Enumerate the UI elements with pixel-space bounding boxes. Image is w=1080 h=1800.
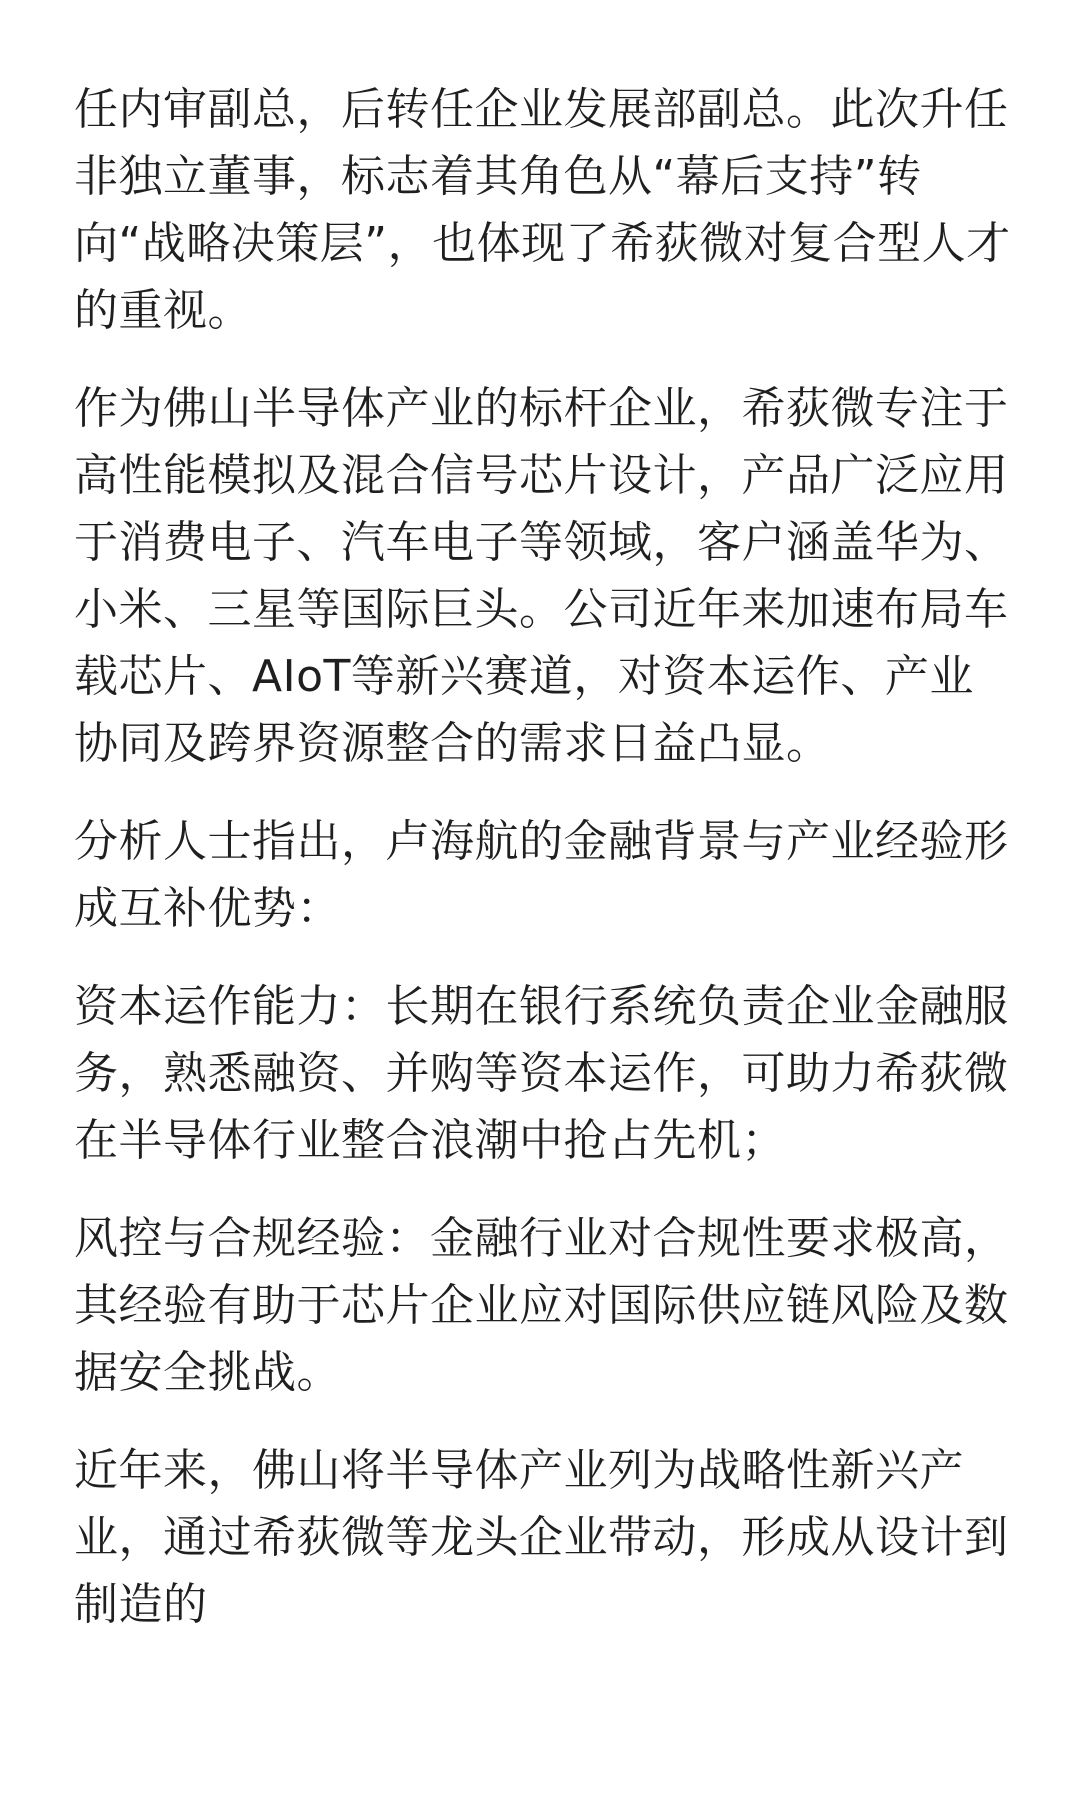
paragraph-role-change: 任内审副总，后转任企业发展部副总。此次升任非独立董事，标志着其角色从“幕后支持”转向“战略决策层”，也体现了希荻微对复合型人才的重视。 [74,84,1011,336]
paragraph-analyst-view: 分析人士指出，卢海航的金融背景与产业经验形成互补优势： [74,816,1009,934]
paragraph-capital-ability: 资本运作能力：长期在银行系统负责企业金融服务，熟悉融资、并购等资本运作，可助力希荻微在半导体行业整合浪潮中抢占先机； [74,981,1009,1166]
article-body [74,76,1014,1638]
paragraph-foshan-industry: 近年来，佛山将半导体产业列为战略性新兴产业，通过希荻微等龙头企业带动，形成从设计到制造的 [74,1445,1009,1630]
paragraph-company-profile: 作为佛山半导体产业的标杆企业，希荻微专注于高性能模拟及混合信号芯片设计，产品广泛应用于消费电子、汽车电子等领域，客户涵盖华为、小米、三星等国际巨头。公司近年来加速布局车载芯片、AIoT等新兴赛道，对资本运作、产业协同及跨界资源整合的需求日益凸显。 [74,383,1009,769]
paragraph-risk-compliance: 风控与合规经验：金融行业对合规性要求极高，其经验有助于芯片企业应对国际供应链风险及数据安全挑战。 [74,1213,1009,1398]
